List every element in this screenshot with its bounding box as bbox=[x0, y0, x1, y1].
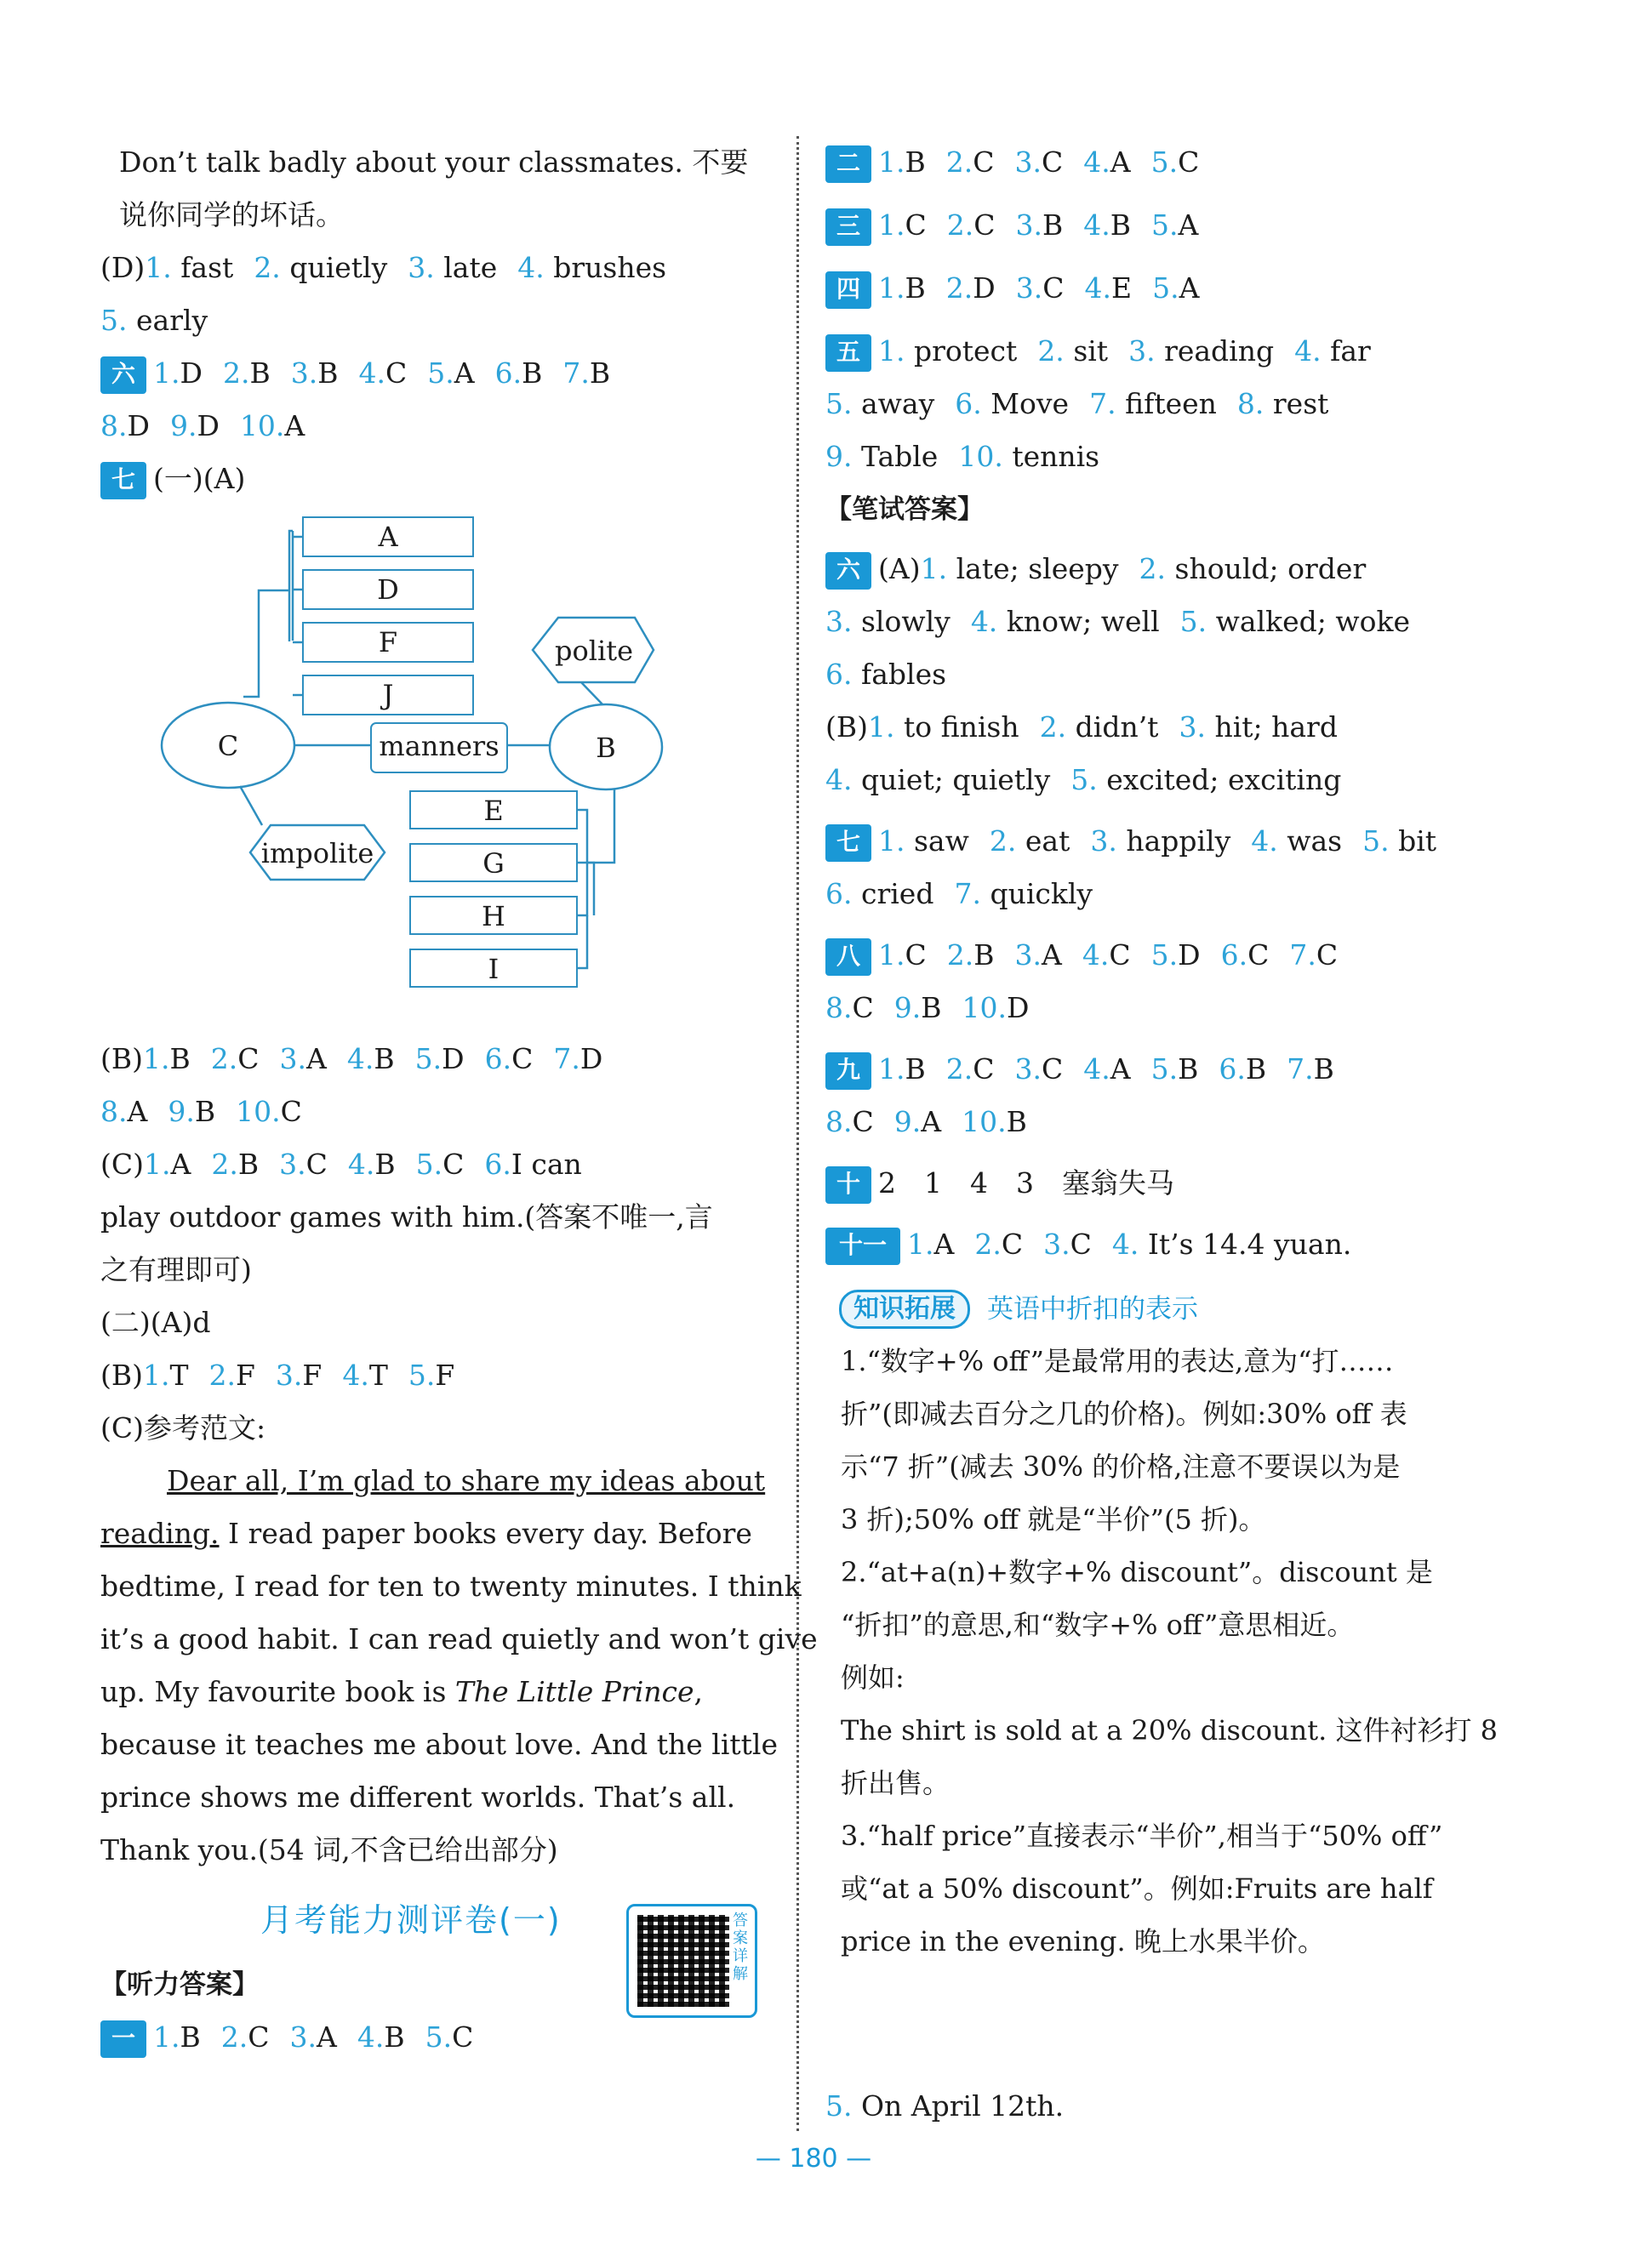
written-header: 【笔试答案】 bbox=[825, 494, 984, 525]
text-line: play outdoor games with him.(答案不唯一,言 bbox=[100, 1200, 713, 1234]
diagram-node-right: B bbox=[596, 732, 616, 764]
diagram-box: J bbox=[382, 679, 394, 711]
sample-essay: Dear all, I’m glad to share my ideas about reading. I read paper books every day. Before bedtime, I read for ten to twenty minutes. I think it’s a good habit. I can read quietly and won’t give up. My favourite book is The Little Prince, because it teaches me about love. And the little prince shows me different worlds. That’s all. Thank you.(54 词,不含已给出部分) bbox=[100, 1464, 818, 1866]
diagram-box: F bbox=[378, 626, 398, 658]
answer-row-D: (D)1. fast 2. quietly 3. late 4. brushes bbox=[100, 251, 667, 284]
section-two-B: (B)1.T 2.F 3.F 4.T 5.F bbox=[100, 1359, 455, 1392]
section-four: 四 1.B 2.D 3.C 4.E 5.A bbox=[825, 262, 1489, 315]
left-column bbox=[100, 136, 818, 2064]
knowledge-title: 英语中折扣的表示 bbox=[987, 1294, 1198, 1325]
section-eight-cont: 8.C 9.B 10.D bbox=[825, 991, 1030, 1024]
knowledge-header bbox=[825, 1281, 1489, 1334]
text-line: 之有理即可) bbox=[100, 1253, 252, 1286]
section-eleven: 十一 1.A 2.C 3.C 4. It’s 14.4 yuan. bbox=[825, 1218, 1489, 1271]
page-number: — 180 — bbox=[755, 2144, 872, 2174]
section-five: 五 1. protect 2. sit 3. reading 4. far bbox=[825, 325, 1489, 378]
answer-row-C: (C)1.A 2.B 3.C 4.B 5.C 6.I can bbox=[100, 1148, 582, 1181]
monthly-test-title: 月考能力测评卷(一) bbox=[260, 1901, 562, 1939]
section-two-C: (C)参考范文: bbox=[100, 1411, 266, 1445]
section-badge: 六 bbox=[100, 356, 146, 394]
section-seven: 七 (一)(A) bbox=[100, 453, 766, 505]
qr-code-card[interactable] bbox=[626, 1904, 757, 2018]
answer-row-last: 5. On April 12th. bbox=[825, 2089, 1065, 2123]
section-one: 一 1.B 2.C 3.A 4.B 5.C bbox=[100, 2011, 766, 2064]
section-eight: 八 1.C 2.B 3.A 4.C 5.D 6.C 7.C bbox=[825, 929, 1489, 982]
diagram-box: D bbox=[377, 573, 399, 606]
section-nine-cont: 8.C 9.A 10.B bbox=[825, 1105, 1027, 1138]
listening-header: 【听力答案】 bbox=[100, 1969, 259, 2000]
section-six-B: (B)1. to finish 2. didn’t 3. hit; hard bbox=[825, 710, 1338, 744]
qr-code-icon[interactable] bbox=[637, 1915, 729, 2007]
section-six: 六 (A)1. late; sleepy 2. should; order bbox=[825, 543, 1489, 595]
intro-line: 说你同学的坏话。 bbox=[119, 198, 344, 231]
section-seven: 七 1. saw 2. eat 3. happily 4. was 5. bit bbox=[825, 815, 1489, 868]
section-six-cont: 3. slowly 4. know; well 5. walked; woke bbox=[825, 605, 1411, 638]
diagram-box: G bbox=[482, 847, 505, 880]
section-two-A: (二)(A)d bbox=[100, 1306, 211, 1339]
section-five-cont: 5. away 6. Move 7. fifteen 8. rest bbox=[825, 387, 1329, 420]
right-column bbox=[825, 136, 1499, 1967]
section-two: 二 1.B 2.C 3.C 4.A 5.C bbox=[825, 136, 1489, 189]
knowledge-text: 1.“数字+% off”是最常用的表达,意为“打…… 折”(即减去百分之几的价格)。例如:30% off 表 示“7 折”(减去 30% 的价格,注意不要误以为是 3 折);50% off 就是“半价”(5 折)。 2.“at+a(n)+数字+% discount”。discount 是 “折扣”的意思,和“数字+% off”意思相近。 例如: The shirt is sold at a 20% discount. 这件衬衫打 8 折出售。 3.“half price”直接表示“半价”,相当于“50% off” 或“at a 50% discount”。例如:Fruits are half price in the evening. 晚上水果半价。 bbox=[841, 1345, 1499, 1957]
diagram-center: manners bbox=[379, 730, 500, 762]
diagram-hex-top: polite bbox=[554, 635, 634, 667]
diagram-box: A bbox=[378, 521, 398, 553]
mind-map-diagram bbox=[100, 505, 766, 1033]
section-six-cont: 6. fables bbox=[825, 658, 947, 691]
section-six-cont: 8.D 9.D 10.A bbox=[100, 409, 305, 442]
intro-line: Don’t talk badly about your classmates. 不要 bbox=[119, 145, 749, 179]
section-six: 六 1.D 2.B 3.B 4.C 5.A 6.B 7.B bbox=[100, 347, 766, 400]
diagram-hex-bottom: impolite bbox=[260, 837, 374, 869]
section-nine: 九 1.B 2.C 3.C 4.A 5.B 6.B 7.B bbox=[825, 1043, 1489, 1096]
section-three: 三 1.C 2.C 3.B 4.B 5.A bbox=[825, 199, 1489, 252]
answer-row-B-cont: 8.A 9.B 10.C bbox=[100, 1095, 302, 1128]
diagram-box: E bbox=[483, 795, 504, 827]
column-divider bbox=[796, 136, 799, 2131]
knowledge-tag: 知识拓展 bbox=[839, 1290, 970, 1329]
section-badge: 七 bbox=[100, 462, 146, 499]
diagram-box: H bbox=[482, 900, 505, 932]
diagram-box: I bbox=[488, 953, 500, 985]
diagram-node-left: C bbox=[217, 730, 239, 762]
section-ten: 十 2 1 4 3 塞翁失马 bbox=[825, 1157, 1489, 1210]
answer-row-B: (B)1.B 2.C 3.A 4.B 5.D 6.C 7.D bbox=[100, 1042, 603, 1075]
answer-row-D-cont: 5. early bbox=[100, 304, 208, 337]
section-six-B-cont: 4. quiet; quietly 5. excited; exciting bbox=[825, 763, 1342, 796]
qr-label: 答案详解 bbox=[733, 1912, 748, 1983]
section-badge: 一 bbox=[100, 2020, 146, 2058]
section-seven-cont: 6. cried 7. quickly bbox=[825, 877, 1093, 910]
section-five-cont: 9. Table 10. tennis bbox=[825, 440, 1100, 473]
